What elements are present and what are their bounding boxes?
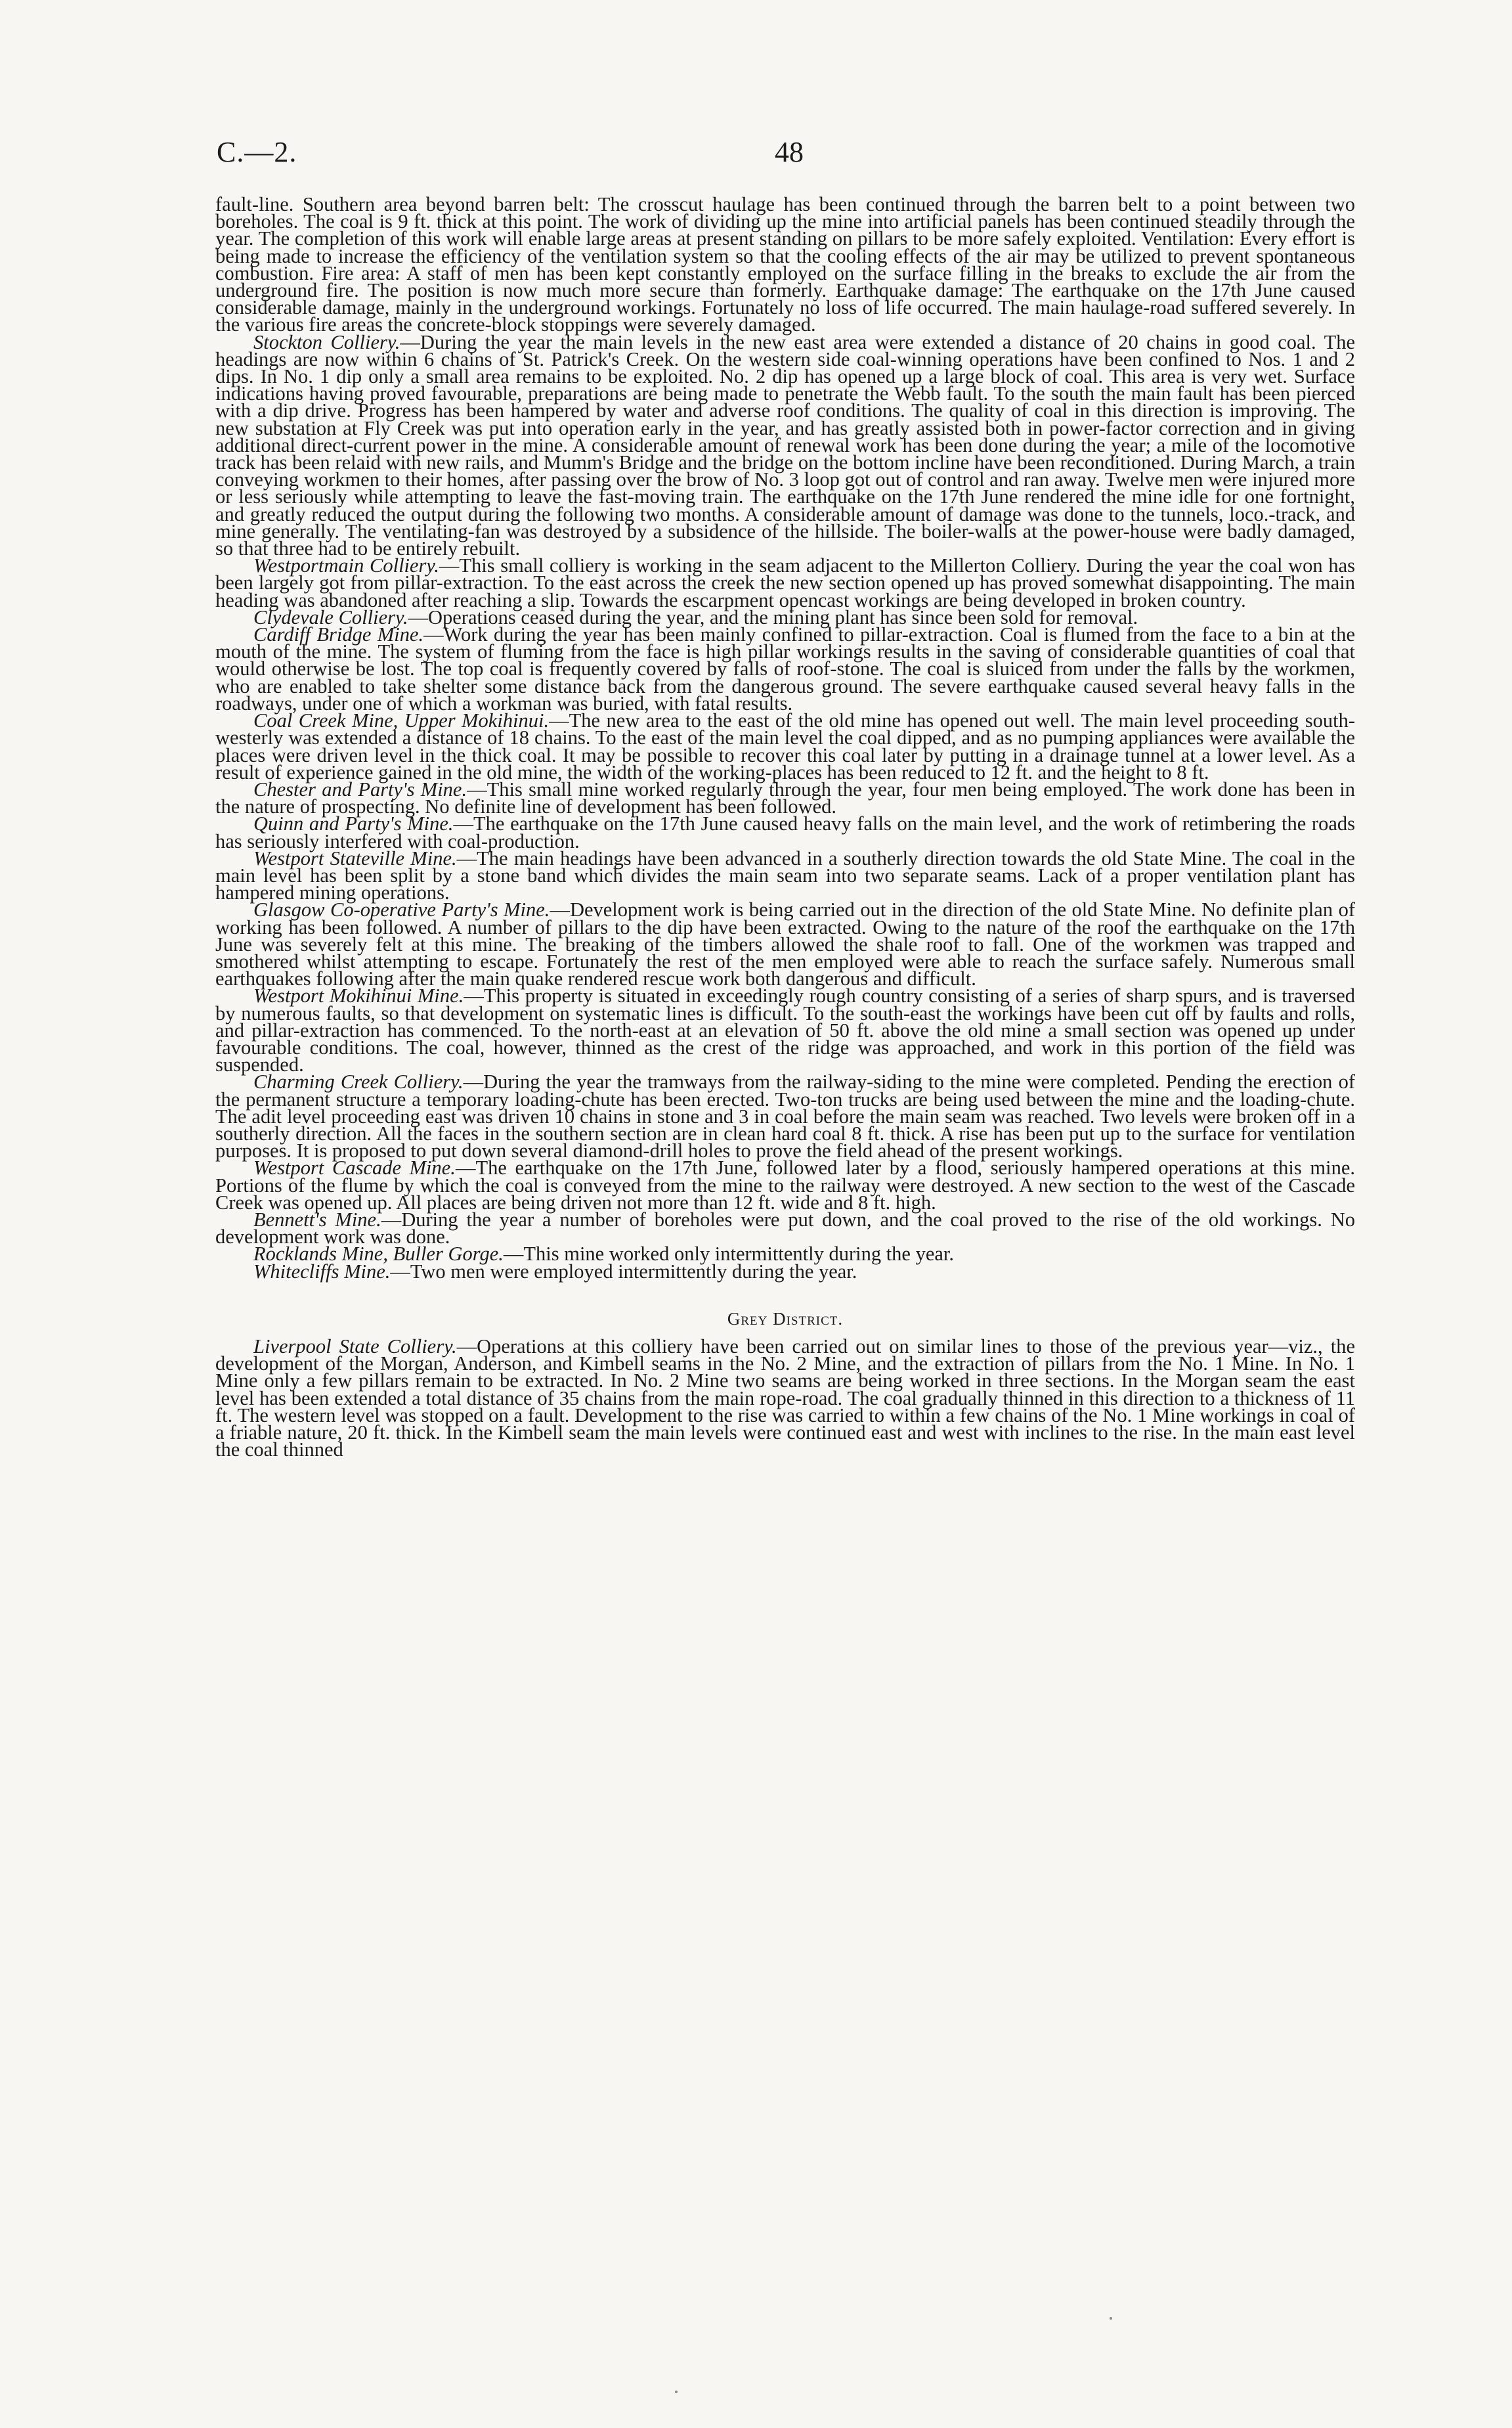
paper-speck: [675, 2391, 678, 2393]
paper-speck: [1110, 2317, 1112, 2320]
paragraph-westportmain: [215, 554, 1355, 611]
paragraph-chester: [215, 778, 1355, 818]
paragraph-stockton: [215, 330, 1355, 560]
paragraph-text: —This small mine worked regularly through the year, four men being employed. The work done has been in the nature of prospecting. No definite line of development has been followed.: [215, 778, 1355, 818]
paragraph-title: Westport Stateville Mine.: [253, 847, 457, 870]
paragraph-text: —The earthquake on the 17th June caused heavy falls on the main level, and the work of retimbering the roads has seriously interfered with coal-production.: [215, 812, 1355, 852]
paragraph-text: —Work during the year has been mainly confined to pillar-extraction. Coal is flumed from the face to a bin at the mouth of the mine. The system of fluming from the face is high pillar workings results in the saving of considerable quantities of coal that would otherwise be lost. The top coal is frequently covered by falls of roof-stone. The coal is sluiced from under the falls by the workmen, who are enabled to take shelter some distance back from the dangerous ground. The severe earthquake caused several heavy falls in the roadways, under one of which a workman was buried, with fatal results.: [215, 623, 1355, 715]
page-number: 48: [775, 136, 804, 168]
paragraph-text: —During the year a number of boreholes were put down, and the coal proved to the rise of the old workings. No development work was done.: [215, 1208, 1355, 1248]
report-code: C.—2.: [217, 136, 297, 168]
paragraph-whitecliffs: [215, 1260, 1355, 1283]
paragraph-text: —Operations ceased during the year, and the mining plant has since been sold for removal.: [408, 606, 1138, 629]
paragraph-carryover: [215, 193, 1355, 336]
paragraph-title: Bennett's Mine.: [253, 1208, 381, 1231]
paragraph-text: —This small colliery is working in the seam adjacent to the Millerton Colliery. During the year the coal won has been largely got from pillar-extraction. To the east across the creek the new section opened up has proved somewhat disappointing. The main heading was abandoned after reaching a slip. Towards the escarpment opencast workings are being developed in broken country.: [215, 554, 1355, 611]
paragraph-text: —The earthquake on the 17th June, followed later by a flood, seriously hampered operations at this mine. Portions of the flume by which the coal is conveyed from the mine to the railway were destroyed. A new section to the west of the Cascade Creek was opened up. All places are being driven not more than 12 ft. wide and 8 ft. high.: [215, 1157, 1355, 1214]
paragraph-text: —This property is situated in exceedingly rough country consisting of a series of sharp spurs, and is traversed by numerous faults, so that development on systematic lines is difficult. To the south-east the workings have been cut off by faults and rolls, and pillar-extraction has commenced. To the north-east at an elevation of 50 ft. above the old mine a small section was opened up under favourable conditions. The coal, however, thinned as the crest of the ridge was approached, and work in this portion of the field was suspended.: [215, 984, 1355, 1076]
paragraph-title: Chester and Party's Mine.: [253, 778, 467, 801]
paragraph-text: —During the year the main levels in the new east area were extended a distance of 20 chains in good coal. The headings are now within 6 chains of St. Patrick's Creek. On the western side coal-winning operations have been confined to Nos. 1 and 2 dips. In No. 1 dip only a small area remains to be exploited. No. 2 dip has opened up a large block of coal. This area is very wet. Surface indications having proved favourable, preparations are being made to penetrate the Webb fault. To the south the main fault has been pierced with a dip drive. Progress has been hampered by water and adverse roof conditions. The quality of coal in this direction is improving. The new substation at Fly Creek was put into operation early in the year, and has greatly assisted both in power-factor correction and in giving additional direct-current power in the mine. A considerable amount of renewal work has been done during the year; a mile of the locomotive track has been relaid with new rails, and Mumm's Bridge and the bridge on the bottom incline have been reconditioned. During March, a train conveying workmen to their homes, after passing over the brow of No. 3 loop got out of control and ran away. Twelve men were injured more or less seriously while attempting to leave the fast-moving train. The earthquake on the 17th June rendered the mine idle for one fortnight, and greatly reduced the output during the following two months. A considerable amount of damage was done to the tunnels, loco.-track, and mine generally. The ventilating-fan was destroyed by a subsidence of the hillside. The boiler-walls at the power-house were badly damaged, so that three had to be entirely rebuilt.: [215, 330, 1355, 560]
paragraph-title: Westport Mokihinui Mine.: [253, 984, 464, 1007]
paragraph-cardiff-bridge: [215, 623, 1355, 715]
paragraph-title: Westportmain Colliery.: [253, 554, 439, 577]
paragraph-text: —During the year the tramways from the railway-siding to the mine were completed. Pending the erection of the permanent structure a temporary loading-chute has been erected. Two-ton trucks are being used between the mine and the loading-chute. The adit level proceeding east was driven 10 chains in stone and 3 in coal before the main seam was reached. Two levels were broken off in a southerly direction. All the faces in the southern section are in clean hard coal 8 ft. thick. A rise has been put up to the surface for ventilation purposes. It is proposed to put down several diamond-drill holes to prove the field ahead of the present workings.: [215, 1071, 1355, 1162]
paragraph-charming-creek: [215, 1071, 1355, 1162]
paragraph-glasgow: [215, 898, 1356, 990]
paragraph-title: Westport Cascade Mine.: [253, 1157, 456, 1180]
paragraph-coal-creek: [215, 709, 1355, 784]
paragraph-title: Glasgow Co-operative Party's Mine.: [253, 898, 550, 921]
paragraph-title: Clydevale Colliery.: [253, 606, 408, 629]
paragraph-text: —Two men were employed intermittently during the year.: [390, 1260, 857, 1283]
paragraph-title: Whitecliffs Mine.: [253, 1260, 391, 1283]
paragraph-title: Cardiff Bridge Mine.: [253, 623, 424, 646]
paragraph-title: Rocklands Mine, Buller Gorge.: [253, 1243, 504, 1266]
paragraph-mokihinui: [215, 984, 1355, 1076]
paragraph-text: —Development work is being carried out in the direction of the old State Mine. No definite plan of working has been followed. A number of pillars to the dip have been extracted. Owing to the nature of the roof the earthquake on the 17th June was severely felt at this mine. The breaking of the timbers allowed the shale roof to fall. One of the workmen was trapped and smothered whilst attempting to escape. Fortunately the rest of the men employed were able to reach the surface safely. Numerous small earthquakes following after the main quake rendered rescue work both dangerous and difficult.: [215, 898, 1356, 990]
paragraph-title: Quinn and Party's Mine.: [253, 812, 454, 835]
paragraph-text: fault-line. Southern area beyond barren belt: The crosscut haulage has been continued through the barren belt to a point between two boreholes. The coal is 9 ft. thick at this point. The work of dividing up the mine into artificial panels has been continued steadily through the year. The completion of this work will enable large areas at present standing on pillars to be more safely exploited. Ventilation: Every effort is being made to increase the efficiency of the ventilation system so that the cooling effects of the air may be utilized to prevent spontaneous combustion. Fire area: A staff of men has been kept constantly employed on the surface filling in the breaks to exclude the air from the underground fire. The position is now much more secure than formerly. Earthquake damage: The earthquake on the 17th June caused considerable damage, mainly in the underground workings. Fortunately no loss of life occurred. The main haulage-road suffered severely. In the various fire areas the concrete-block stoppings were severely damaged.: [215, 193, 1355, 336]
paragraph-text: —The new area to the east of the old mine has opened out well. The main level proceeding south-westerly was extended a distance of 18 chains. To the east of the main level the coal dipped, and as no pumping appliances were available the places were driven level in the thick coal. It may be possible to recover this coal later by putting in a drainage tunnel at a lower level. As a result of experience gained in the old mine, the width of the working-places has been reduced to 12 ft. and the height to 8 ft.: [215, 709, 1355, 784]
paragraph-title: Stockton Colliery.: [253, 330, 400, 353]
paragraph-liverpool: [215, 1335, 1355, 1461]
paragraph-cascade: [215, 1157, 1355, 1214]
paragraph-title: Coal Creek Mine, Upper Mokihinui.: [253, 709, 550, 732]
paragraph-text: —Operations at this colliery have been carried out on similar lines to those of the previous year—viz., the development of the Morgan, Anderson, and Kimbell seams in the No. 2 Mine, and the extraction of pillars from the No. 1 Mine. In No. 1 Mine only a few pillars remain to be extracted. In No. 2 Mine two seams are being worked in three sections. In the Morgan seam the east level has been extended a total distance of 35 chains from the main rope-road. The coal gradually thinned in this direction to a thickness of 11 ft. The western level was stopped on a fault. Development to the rise was carried to within a few chains of the No. 1 Mine workings in coal of a friable nature, 20 ft. thick. In the Kimbell seam the main levels were continued east and west with inclines to the rise. In the main east level the coal thinned: [215, 1335, 1355, 1461]
paragraph-stateville: [215, 847, 1355, 904]
paragraph-quinn: [215, 812, 1355, 852]
section-heading: Grey District.: [727, 1308, 844, 1329]
paragraph-title: Liverpool State Colliery.: [253, 1335, 457, 1357]
paragraph-text: —The main headings have been advanced in a southerly direction towards the old State Mine. The coal in the main level has been split by a stone band which divides the main seam into two separate seams. Lack of a proper ventilation plant has hampered mining operations.: [215, 847, 1355, 904]
paragraph-title: Charming Creek Colliery.: [253, 1071, 464, 1093]
paragraph-bennetts: [215, 1208, 1355, 1248]
paragraph-text: —This mine worked only intermittently during the year.: [503, 1243, 955, 1266]
document-body: [215, 193, 1356, 1461]
